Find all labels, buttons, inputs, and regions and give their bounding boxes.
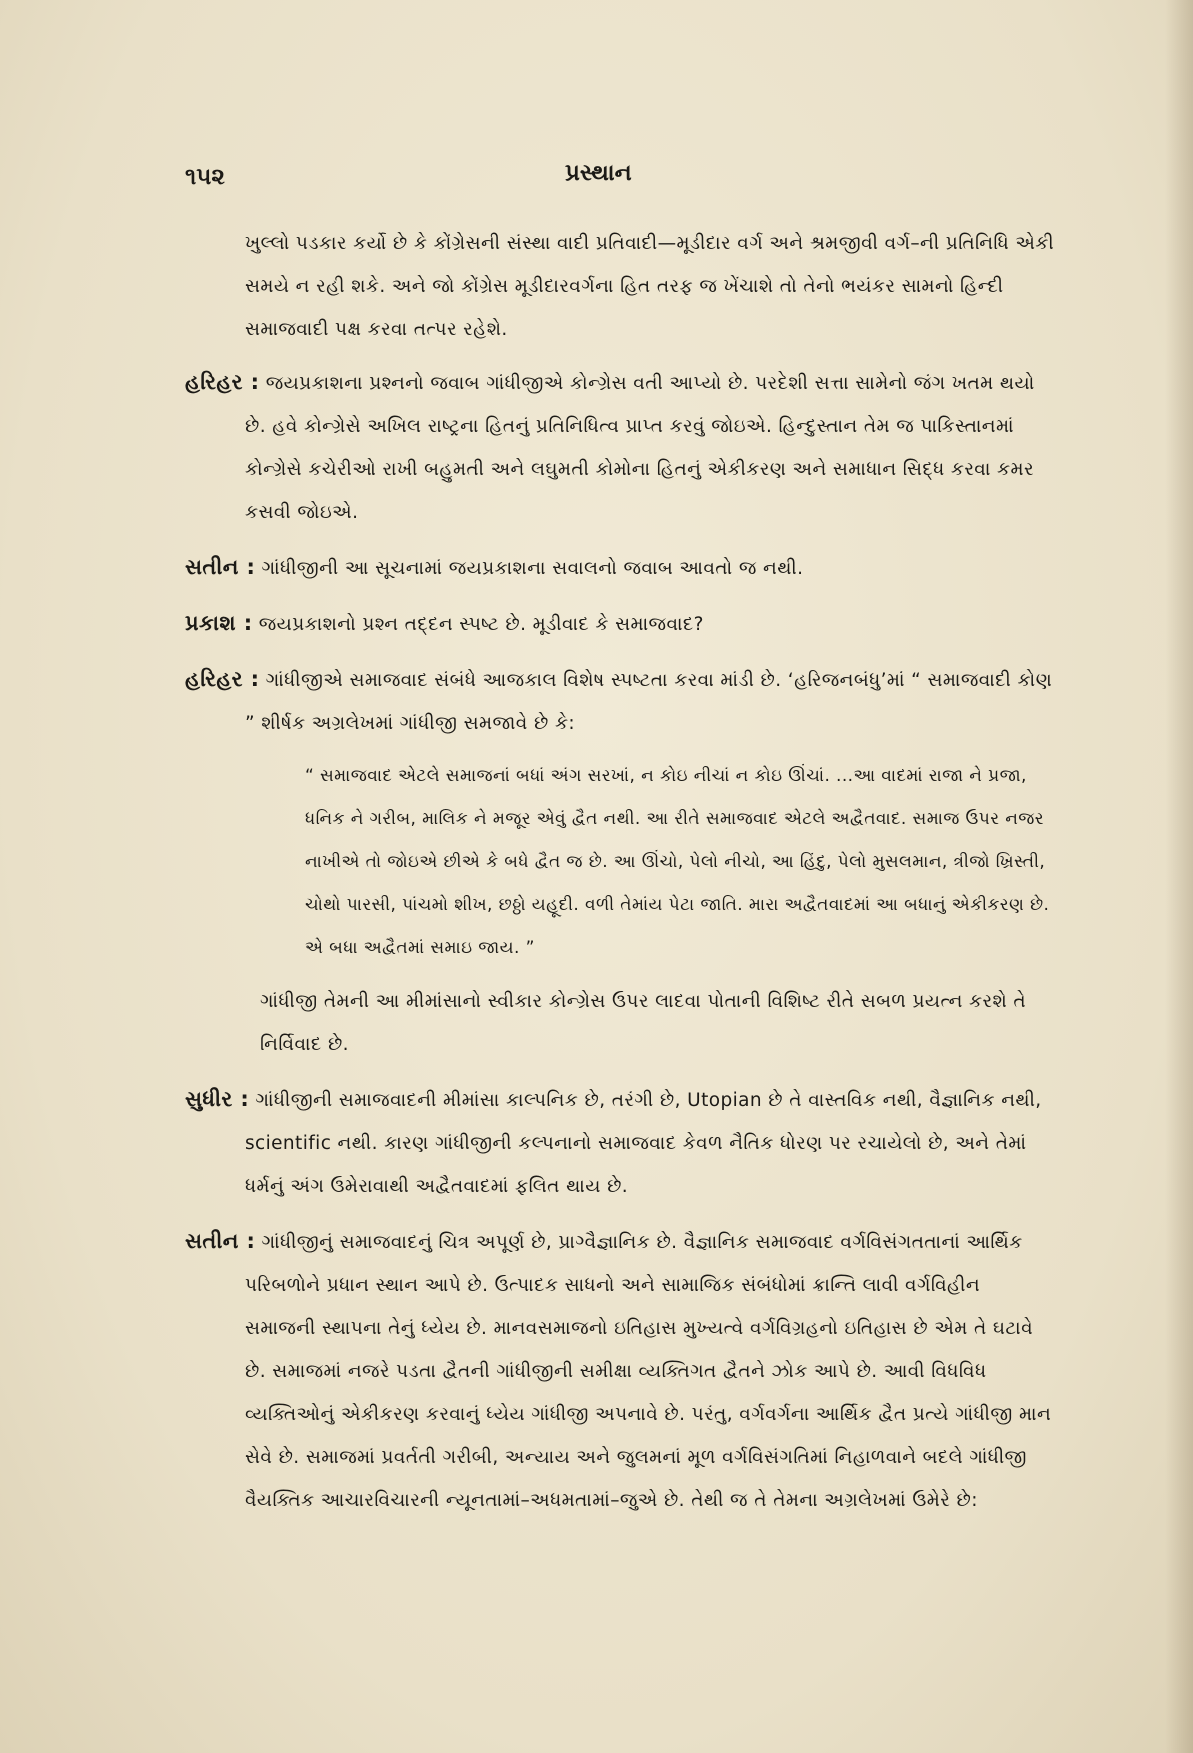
dialogue-entry-harihar-1 xyxy=(185,361,1055,534)
page-header xyxy=(185,160,1045,200)
speaker-text: ગાંધીજીની આ સૂચનામાં જયપ્રકાશના સવાલનો જવાબ આવતો જ નથી. xyxy=(261,558,804,579)
page-body xyxy=(185,222,1055,1532)
dialogue-entry-sudhir xyxy=(185,1078,1055,1208)
opening-paragraph: ખુલ્લો પડકાર કર્યો છે કે કોંગ્રેસની સંસ્થા વાદી પ્રતિવાદી—મૂડીદાર વર્ગ અને શ્રમજીવી વર્ગ–ની પ્રતિનિધિ એકી સમયે ન રહી શકે. અને જો કોંગ્રેસ મૂડીદારવર્ગના હિત તરફ જ ખેંચાશે તો તેનો ભયંકર સામનો હિન્દી સમાજવાદી પક્ષ કરવા તત્પર રહેશે. xyxy=(245,233,1055,340)
dialogue-entry-satin-1 xyxy=(185,546,1055,590)
speaker-text: ગાંધીજીએ સમાજવાદ સંબંધે આજકાલ વિશેષ સ્પષ્ટતા કરવા માંડી છે. ‘હરિજનબંધુ’માં “ સમાજવાદી કોણ ” શીર્ષક અગ્રલેખમાં ગાંધીજી સમજાવે છે કે: xyxy=(245,670,1053,734)
dialogue-entry-harihar-2 xyxy=(185,658,1055,1066)
speaker-name: પ્રકાશ : xyxy=(185,611,253,635)
after-quote-text: ગાંધીજી તેમની આ મીમાંસાનો સ્વીકાર કોન્ગ્રેસ ઉપર લાદવા પોતાની વિશિષ્ટ રીતે સબળ પ્રયત્ન કરશે તે નિર્વિવાદ છે. xyxy=(260,991,1027,1055)
speaker-name: હરિહર : xyxy=(185,370,260,394)
speaker-text: ગાંધીજીનું સમાજવાદનું ચિત્ર અપૂર્ણ છે, પ્રાગ્વૈજ્ઞાનિક છે. વૈજ્ઞાનિક સમાજવાદ વર્ગવિસંગતતાનાં આર્થિક પરિબળોને પ્રધાન સ્થાન આપે છે. ઉત્પાદક સાધનો અને સામાજિક સંબંધોમાં ક્રાન્તિ લાવી વર્ગવિહીન સમાજની સ્થાપના તેનું ધ્યેય છે. માનવસમાજનો ઇતિહાસ મુખ્યત્વે વર્ગવિગ્રહનો ઇતિહાસ છે એમ તે ઘટાવે છે. સમાજમાં નજરે પડતા દ્વૈતની ગાંધીજીની સમીક્ષા વ્યક્તિગત દ્વૈતને ઝોક આપે છે. આવી વિધવિધ વ્યક્તિઓનું એકીકરણ કરવાનું ધ્યેય ગાંધીજી અપનાવે છે. પરંતુ, વર્ગવર્ગના આર્થિક દ્વૈત પ્રત્યે ગાંધીજી માન સેવે છે. સમાજમાં પ્રવર્તતી ગરીબી, અન્યાય અને જુલમનાં મૂળ વર્ગવિસંગતિમાં નિહાળવાને બદલે ગાંધીજી વૈયક્તિક આચારવિચારની ન્યૂનતામાં–અધમતામાં–જુએ છે. તેથી જ તે તેમના અગ્રલેખમાં ઉમેરે છે: xyxy=(245,1232,1052,1511)
speaker-name: સતીન : xyxy=(185,1229,256,1253)
speaker-name: સુધીર : xyxy=(185,1087,250,1111)
speaker-text: જયપ્રકાશના પ્રશ્નનો જવાબ ગાંધીજીએ કોન્ગ્રેસ વતી આપ્યો છે. પરદેશી સત્તા સામેનો જંગ ખતમ થયો છે. હવે કોન્ગ્રેસે અખિલ રાષ્ટ્રના હિતનું પ્રતિનિધિત્વ પ્રાપ્ત કરવું જોઇએ. હિન્દુસ્તાન તેમ જ પાકિસ્તાનમાં કોન્ગ્રેસે કચેરીઓ રાખી બહુમતી અને લઘુમતી કોમોના હિતનું એકીકરણ અને સમાધાન સિદ્ધ કરવા કમર કસવી જોઇએ. xyxy=(245,373,1035,523)
speaker-text: ગાંધીજીની સમાજવાદની મીમાંસા કાલ્પનિક છે, તરંગી છે, Utopian છે તે વાસ્તવિક નથી, વૈજ્ઞાનિક નથી, scientific નથી. કારણ ગાંધીજીની કલ્પનાનો સમાજવાદ કેવળ નૈતિક ધોરણ પર રચાયેલો છે, અને તેમાં ધર્મનું અંગ ઉમેરાવાથી અદ્વૈતવાદમાં ફલિત થાય છે. xyxy=(245,1090,1042,1197)
speaker-text: જયપ્રકાશનો પ્રશ્ન તદ્દન સ્પષ્ટ છે. મૂડીવાદ કે સમાજવાદ? xyxy=(258,614,704,635)
speaker-name: સતીન : xyxy=(185,555,256,579)
page-number: ૧૫૨ xyxy=(185,164,225,190)
speaker-name: હરિહર : xyxy=(185,667,260,691)
dialogue-entry-satin-2 xyxy=(185,1220,1055,1522)
page-edge-shadow xyxy=(1165,0,1193,1753)
running-title: પ્રસ્થાન xyxy=(565,160,632,186)
block-quote: “ સમાજવાદ એટલે સમાજનાં બધાં અંગ સરખાં, ન કોઇ નીચાં ન કોઇ ઊંચાં. ...આ વાદમાં રાજા ને પ્રજા, ધનિક ને ગરીબ, માલિક ને મજૂર એવું દ્વૈત નથી. આ રીતે સમાજવાદ એટલે અદ્વૈતવાદ. સમાજ ઉપર નજર નાખીએ તો જોઇએ છીએ કે બધે દ્વૈત જ છે. આ ઊંચો, પેલો નીચો, આ હિંદુ, પેલો મુસલમાન, ત્રીજો ખ્રિસ્તી, ચોથો પારસી, પાંચમો શીખ, છઠ્ઠો યહૂદી. વળી તેમાંય પેટા જાતિ. મારા અદ્વૈતવાદમાં આ બધાનું એકીકરણ છે. એ બધા અદ્વૈતમાં સમાઇ જાય. ” xyxy=(305,766,1050,958)
dialogue-entry-prakash xyxy=(185,602,1055,646)
